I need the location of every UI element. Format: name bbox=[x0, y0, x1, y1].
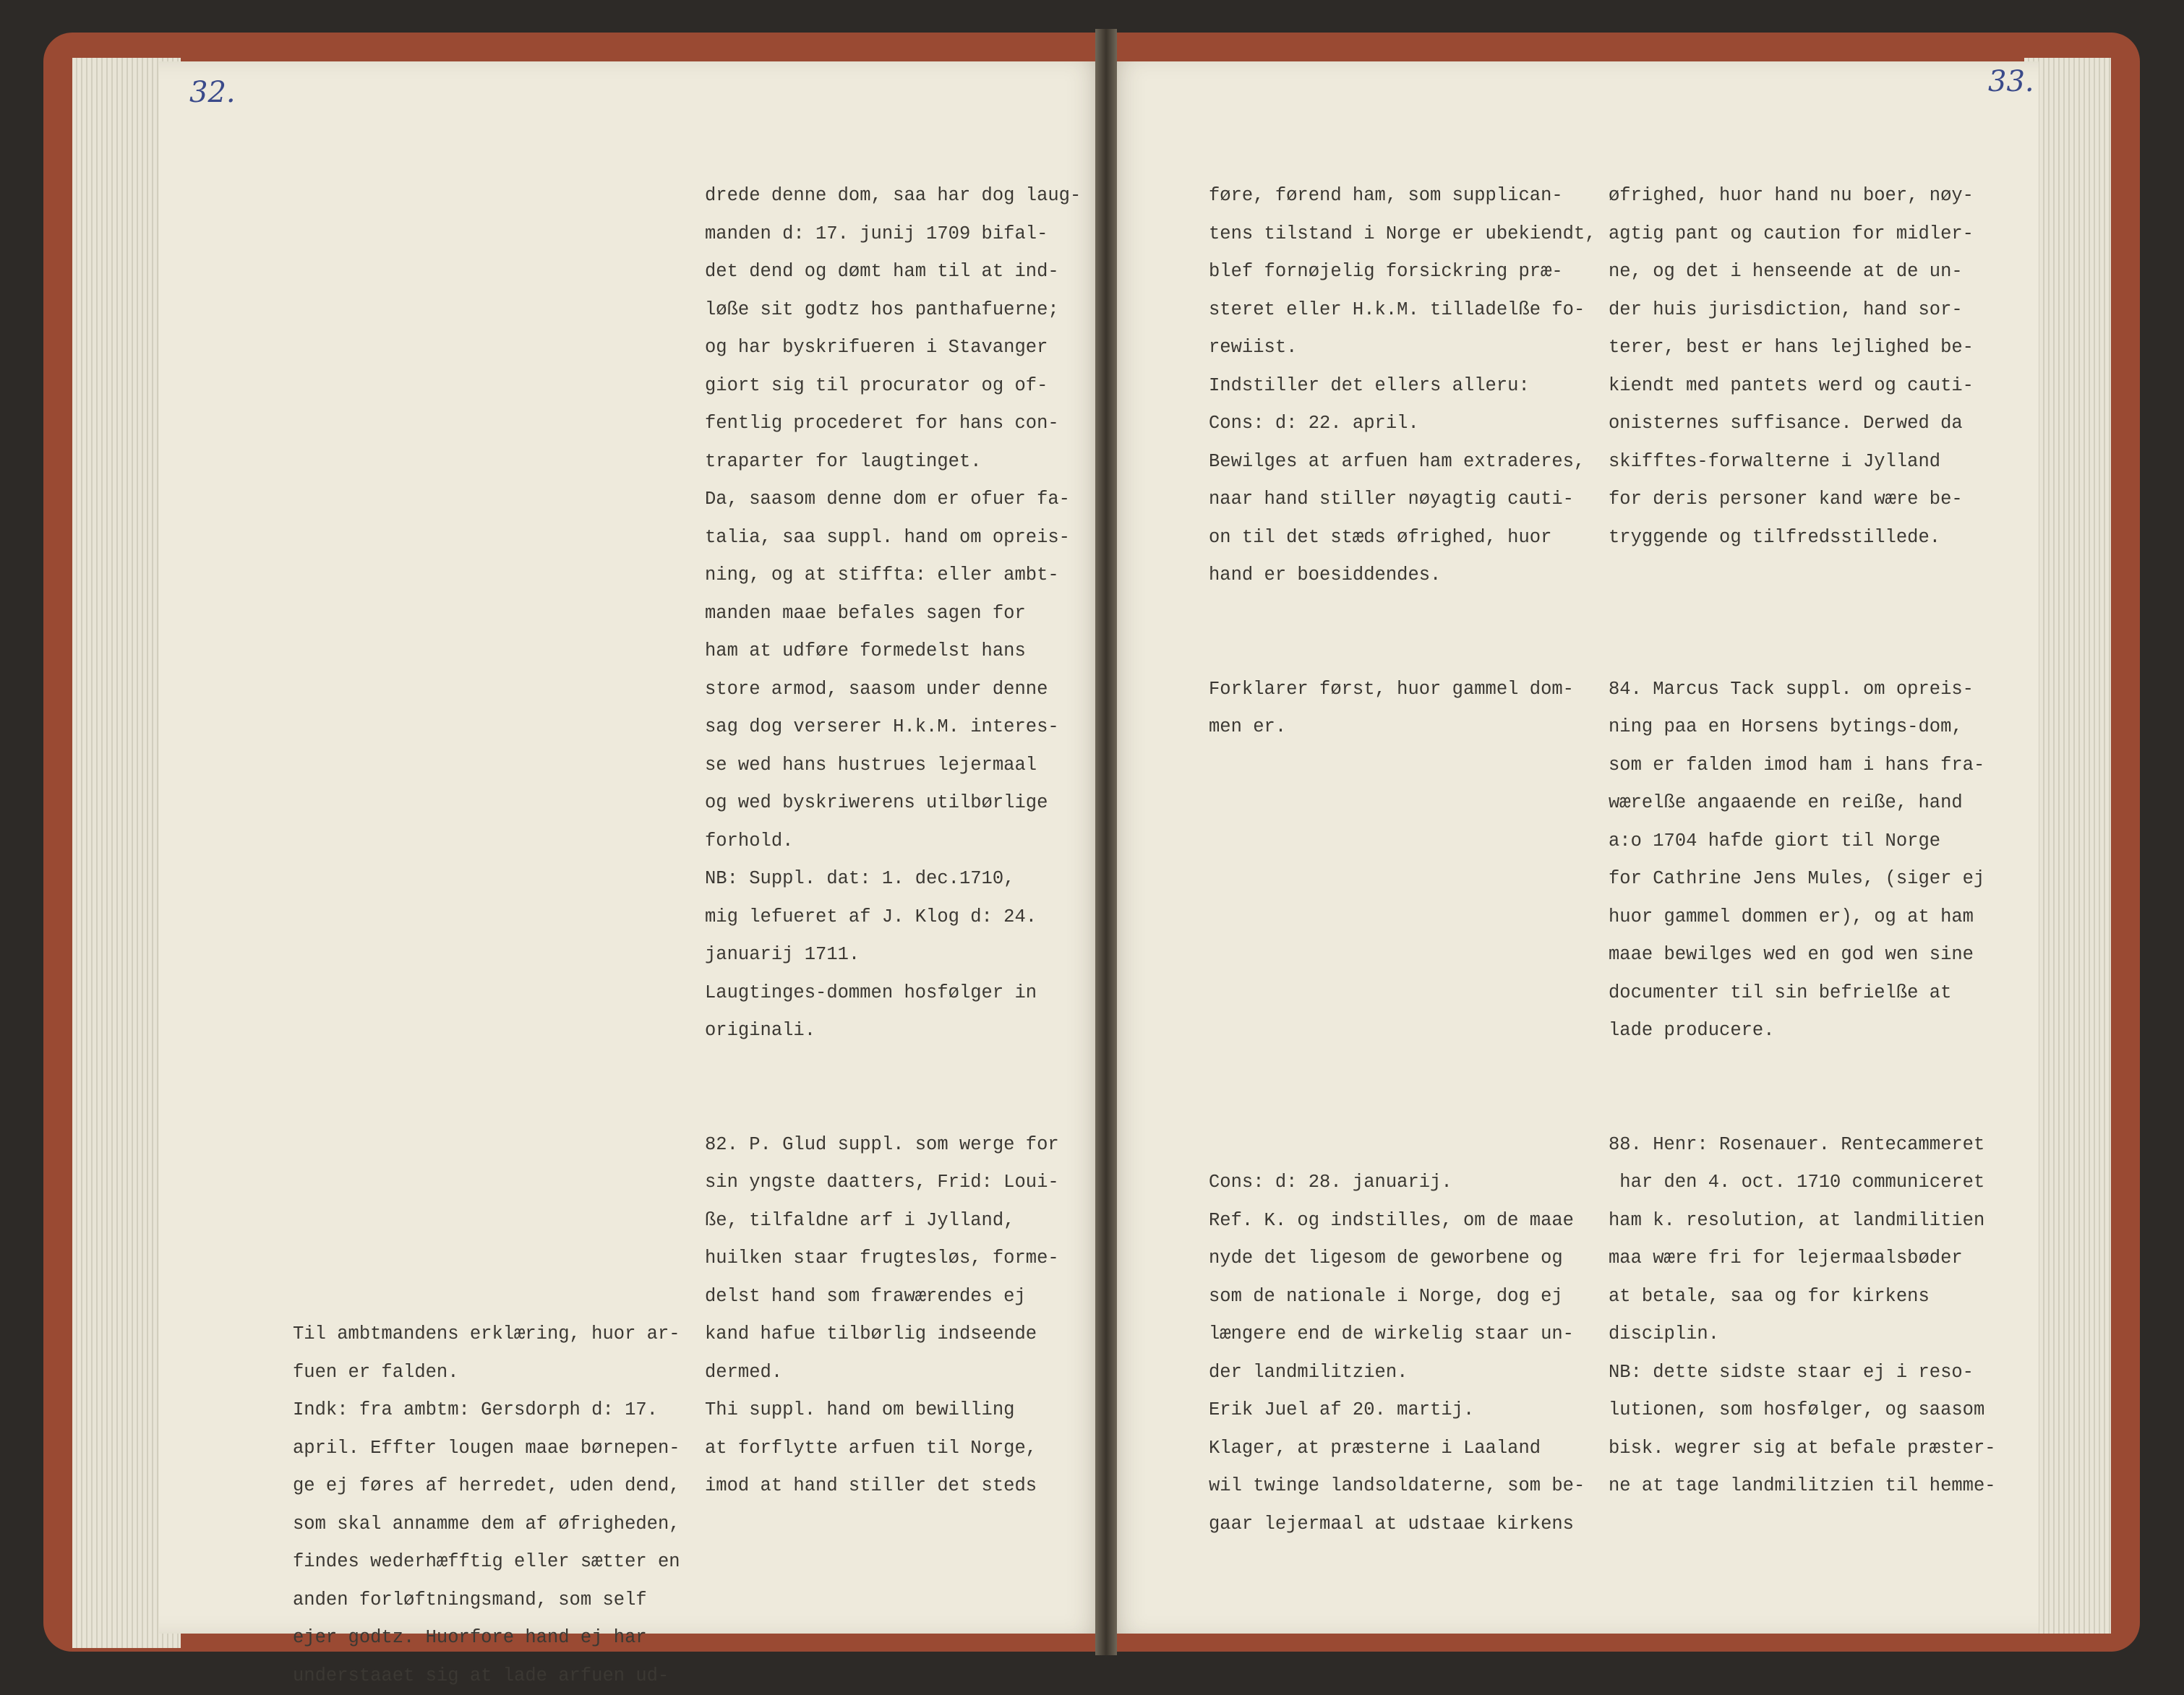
text-line: føre, førend ham, som supplican- bbox=[1209, 177, 1596, 215]
text-line: forhold. bbox=[705, 823, 1081, 861]
text-line: april. Effter lougen maae børnepen- bbox=[293, 1430, 680, 1468]
text-line: ge ej føres af herredet, uden dend, bbox=[293, 1467, 680, 1506]
text-line bbox=[293, 1088, 680, 1126]
text-line: NB: dette sidste staar ej i reso- bbox=[1609, 1354, 1996, 1392]
text-line bbox=[1209, 632, 1596, 671]
text-line: dermed. bbox=[705, 1354, 1081, 1392]
text-line bbox=[293, 329, 680, 367]
text-line: har den 4. oct. 1710 communiceret bbox=[1609, 1164, 1996, 1202]
text-line: ham k. resolution, at landmilitien bbox=[1609, 1202, 1996, 1240]
text-line: imod at hand stiller det steds bbox=[705, 1467, 1081, 1506]
text-line: længere end de wirkelig staar un- bbox=[1209, 1316, 1596, 1354]
text-line: kand hafue tilbørlig indseende bbox=[705, 1316, 1081, 1354]
text-line: anden forløftningsmand, som self bbox=[293, 1582, 680, 1620]
text-line: understaaet sig at lade arfuen ud- bbox=[293, 1657, 680, 1695]
left-page-column-2 bbox=[705, 177, 1081, 1506]
text-line: on til det stæds øfrighed, huor bbox=[1209, 519, 1596, 557]
text-line bbox=[293, 519, 680, 557]
text-line bbox=[1609, 1050, 1996, 1089]
text-line bbox=[705, 1050, 1081, 1089]
text-line: hand er boesiddendes. bbox=[1209, 557, 1596, 595]
text-line: ne at tage landmilitzien til hemme- bbox=[1609, 1467, 1996, 1506]
text-line bbox=[1209, 595, 1596, 633]
text-line: drede denne dom, saa har dog laug- bbox=[705, 177, 1081, 215]
text-line: onisternes suffisance. Derwed da bbox=[1609, 405, 1996, 443]
text-line bbox=[293, 443, 680, 481]
text-line: fuen er falden. bbox=[293, 1354, 680, 1392]
text-line bbox=[1609, 632, 1996, 671]
text-line: for Cathrine Jens Mules, (siger ej bbox=[1609, 860, 1996, 898]
text-line: tryggende og tilfredsstillede. bbox=[1609, 519, 1996, 557]
text-line: fentlig procederet for hans con- bbox=[705, 405, 1081, 443]
text-line bbox=[1209, 860, 1596, 898]
text-line: steret eller H.k.M. tilladelße fo- bbox=[1209, 291, 1596, 330]
text-line: manden d: 17. junij 1709 bifal- bbox=[705, 215, 1081, 254]
text-line: originali. bbox=[705, 1012, 1081, 1050]
text-line: lutionen, som hosfølger, og saasom bbox=[1609, 1391, 1996, 1430]
text-line: ham at udføre formedelst hans bbox=[705, 632, 1081, 671]
text-line: huor gammel dommen er), og at ham bbox=[1609, 898, 1996, 937]
text-line bbox=[293, 215, 680, 254]
text-line bbox=[1209, 1126, 1596, 1164]
text-line: sag dog verserer H.k.M. interes- bbox=[705, 708, 1081, 747]
text-line: Klager, at præsterne i Laaland bbox=[1209, 1430, 1596, 1468]
text-line bbox=[705, 1088, 1081, 1126]
text-line bbox=[293, 291, 680, 330]
text-line bbox=[293, 595, 680, 633]
text-line: findes wederhæfftig eller sætter en bbox=[293, 1543, 680, 1582]
text-line: Erik Juel af 20. martij. bbox=[1209, 1391, 1596, 1430]
text-line: maa wære fri for lejermaalsbøder bbox=[1609, 1240, 1996, 1278]
text-line: der landmilitzien. bbox=[1209, 1354, 1596, 1392]
text-line: men er. bbox=[1209, 708, 1596, 747]
text-line bbox=[293, 860, 680, 898]
text-line: ning paa en Horsens bytings-dom, bbox=[1609, 708, 1996, 747]
text-line: Cons: d: 22. april. bbox=[1209, 405, 1596, 443]
text-line: Bewilges at arfuen ham extraderes, bbox=[1209, 443, 1596, 481]
text-line: Thi suppl. hand om bewilling bbox=[705, 1391, 1081, 1430]
text-line bbox=[293, 936, 680, 974]
text-line: og har byskrifueren i Stavanger bbox=[705, 329, 1081, 367]
text-line: 88. Henr: Rosenauer. Rentecammeret bbox=[1609, 1126, 1996, 1164]
text-line: huilken staar frugtesløs, forme- bbox=[705, 1240, 1081, 1278]
text-line: delst hand som frawærendes ej bbox=[705, 1278, 1081, 1316]
text-line bbox=[293, 481, 680, 519]
text-line: Laugtinges-dommen hosfølger in bbox=[705, 974, 1081, 1013]
text-line: bisk. wegrer sig at befale præster- bbox=[1609, 1430, 1996, 1468]
text-line: traparter for laugtinget. bbox=[705, 443, 1081, 481]
text-line bbox=[293, 784, 680, 823]
text-line bbox=[293, 1240, 680, 1278]
text-line: talia, saa suppl. hand om opreis- bbox=[705, 519, 1081, 557]
text-line: mig lefueret af J. Klog d: 24. bbox=[705, 898, 1081, 937]
text-line bbox=[1209, 823, 1596, 861]
text-line: blef fornøjelig forsickring præ- bbox=[1209, 253, 1596, 291]
text-line: ße, tilfaldne arf i Jylland, bbox=[705, 1202, 1081, 1240]
text-line: der huis jurisdiction, hand sor- bbox=[1609, 291, 1996, 330]
text-line bbox=[1609, 1088, 1996, 1126]
text-line: rewiist. bbox=[1209, 329, 1596, 367]
text-line: Indstiller det ellers alleru: bbox=[1209, 367, 1596, 405]
text-line: Cons: d: 28. januarij. bbox=[1209, 1164, 1596, 1202]
text-line: wærelße angaaende en reiße, hand bbox=[1609, 784, 1996, 823]
text-line: Ref. K. og indstilles, om de maae bbox=[1209, 1202, 1596, 1240]
right-page-column-2 bbox=[1609, 177, 1996, 1506]
text-line bbox=[1609, 595, 1996, 633]
text-line: Indk: fra ambtm: Gersdorph d: 17. bbox=[293, 1391, 680, 1430]
text-line: store armod, saasom under denne bbox=[705, 671, 1081, 709]
text-line: Da, saasom denne dom er ofuer fa- bbox=[705, 481, 1081, 519]
text-line: ne, og det i henseende at de un- bbox=[1609, 253, 1996, 291]
text-line: og wed byskriwerens utilbørlige bbox=[705, 784, 1081, 823]
text-line bbox=[293, 177, 680, 215]
text-line: terer, best er hans lejlighed be- bbox=[1609, 329, 1996, 367]
text-line bbox=[293, 405, 680, 443]
text-line bbox=[293, 974, 680, 1013]
text-line bbox=[293, 671, 680, 709]
text-line bbox=[293, 1126, 680, 1164]
text-line: agtig pant og caution for midler- bbox=[1609, 215, 1996, 254]
page-number-right: 33. bbox=[1988, 65, 2034, 98]
text-line: ejer godtz. Huorfore hand ej har bbox=[293, 1619, 680, 1657]
text-line bbox=[1209, 1012, 1596, 1050]
text-line: kiendt med pantets werd og cauti- bbox=[1609, 367, 1996, 405]
text-line: skifftes-forwalterne i Jylland bbox=[1609, 443, 1996, 481]
text-line: ning, og at stiffta: eller ambt- bbox=[705, 557, 1081, 595]
text-line bbox=[1209, 1050, 1596, 1089]
text-line bbox=[293, 747, 680, 785]
text-line: lade producere. bbox=[1609, 1012, 1996, 1050]
text-line bbox=[293, 557, 680, 595]
text-line: disciplin. bbox=[1609, 1316, 1996, 1354]
text-line bbox=[293, 367, 680, 405]
text-line: NB: Suppl. dat: 1. dec.1710, bbox=[705, 860, 1081, 898]
text-line: sin yngste daatters, Frid: Loui- bbox=[705, 1164, 1081, 1202]
text-line: som er falden imod ham i hans fra- bbox=[1609, 747, 1996, 785]
text-line bbox=[1209, 936, 1596, 974]
text-line bbox=[1209, 898, 1596, 937]
text-line: Forklarer først, huor gammel dom- bbox=[1209, 671, 1596, 709]
text-line bbox=[293, 632, 680, 671]
text-line bbox=[293, 1012, 680, 1050]
text-line bbox=[293, 1050, 680, 1089]
text-line: tens tilstand i Norge er ubekiendt, bbox=[1209, 215, 1596, 254]
text-line: januarij 1711. bbox=[705, 936, 1081, 974]
text-line: 82. P. Glud suppl. som werge for bbox=[705, 1126, 1081, 1164]
text-line bbox=[293, 898, 680, 937]
text-line: naar hand stiller nøyagtig cauti- bbox=[1209, 481, 1596, 519]
text-line: som skal annamme dem af øfrigheden, bbox=[293, 1506, 680, 1544]
book-gutter bbox=[1095, 29, 1117, 1655]
text-line: manden maae befales sagen for bbox=[705, 595, 1081, 633]
text-line: 84. Marcus Tack suppl. om opreis- bbox=[1609, 671, 1996, 709]
text-line: øfrighed, huor hand nu boer, nøy- bbox=[1609, 177, 1996, 215]
text-line bbox=[293, 708, 680, 747]
text-line: wil twinge landsoldaterne, som be- bbox=[1209, 1467, 1596, 1506]
text-line: se wed hans hustrues lejermaal bbox=[705, 747, 1081, 785]
text-line: giort sig til procurator og of- bbox=[705, 367, 1081, 405]
text-line bbox=[293, 823, 680, 861]
text-line: at betale, saa og for kirkens bbox=[1609, 1278, 1996, 1316]
text-line bbox=[1209, 784, 1596, 823]
text-line: som de nationale i Norge, dog ej bbox=[1209, 1278, 1596, 1316]
text-line: gaar lejermaal at udstaae kirkens bbox=[1209, 1506, 1596, 1544]
text-line bbox=[293, 253, 680, 291]
text-line: documenter til sin befrielße at bbox=[1609, 974, 1996, 1013]
text-line: løße sit godtz hos panthafuerne; bbox=[705, 291, 1081, 330]
text-line bbox=[1209, 747, 1596, 785]
page-number-left: 32. bbox=[189, 76, 236, 109]
left-page-column-1 bbox=[293, 177, 680, 1695]
text-line bbox=[293, 1164, 680, 1202]
text-line: maae bewilges wed en god wen sine bbox=[1609, 936, 1996, 974]
text-line: det dend og dømt ham til at ind- bbox=[705, 253, 1081, 291]
text-line bbox=[293, 1202, 680, 1240]
text-line bbox=[1209, 1088, 1596, 1126]
text-line: nyde det ligesom de geworbene og bbox=[1209, 1240, 1596, 1278]
text-line: at forflytte arfuen til Norge, bbox=[705, 1430, 1081, 1468]
text-line bbox=[1209, 974, 1596, 1013]
right-page-column-1 bbox=[1209, 177, 1596, 1543]
text-line bbox=[1609, 557, 1996, 595]
text-line: for deris personer kand wære be- bbox=[1609, 481, 1996, 519]
text-line bbox=[293, 1278, 680, 1316]
text-line: a:o 1704 hafde giort til Norge bbox=[1609, 823, 1996, 861]
text-line: Til ambtmandens erklæring, huor ar- bbox=[293, 1316, 680, 1354]
